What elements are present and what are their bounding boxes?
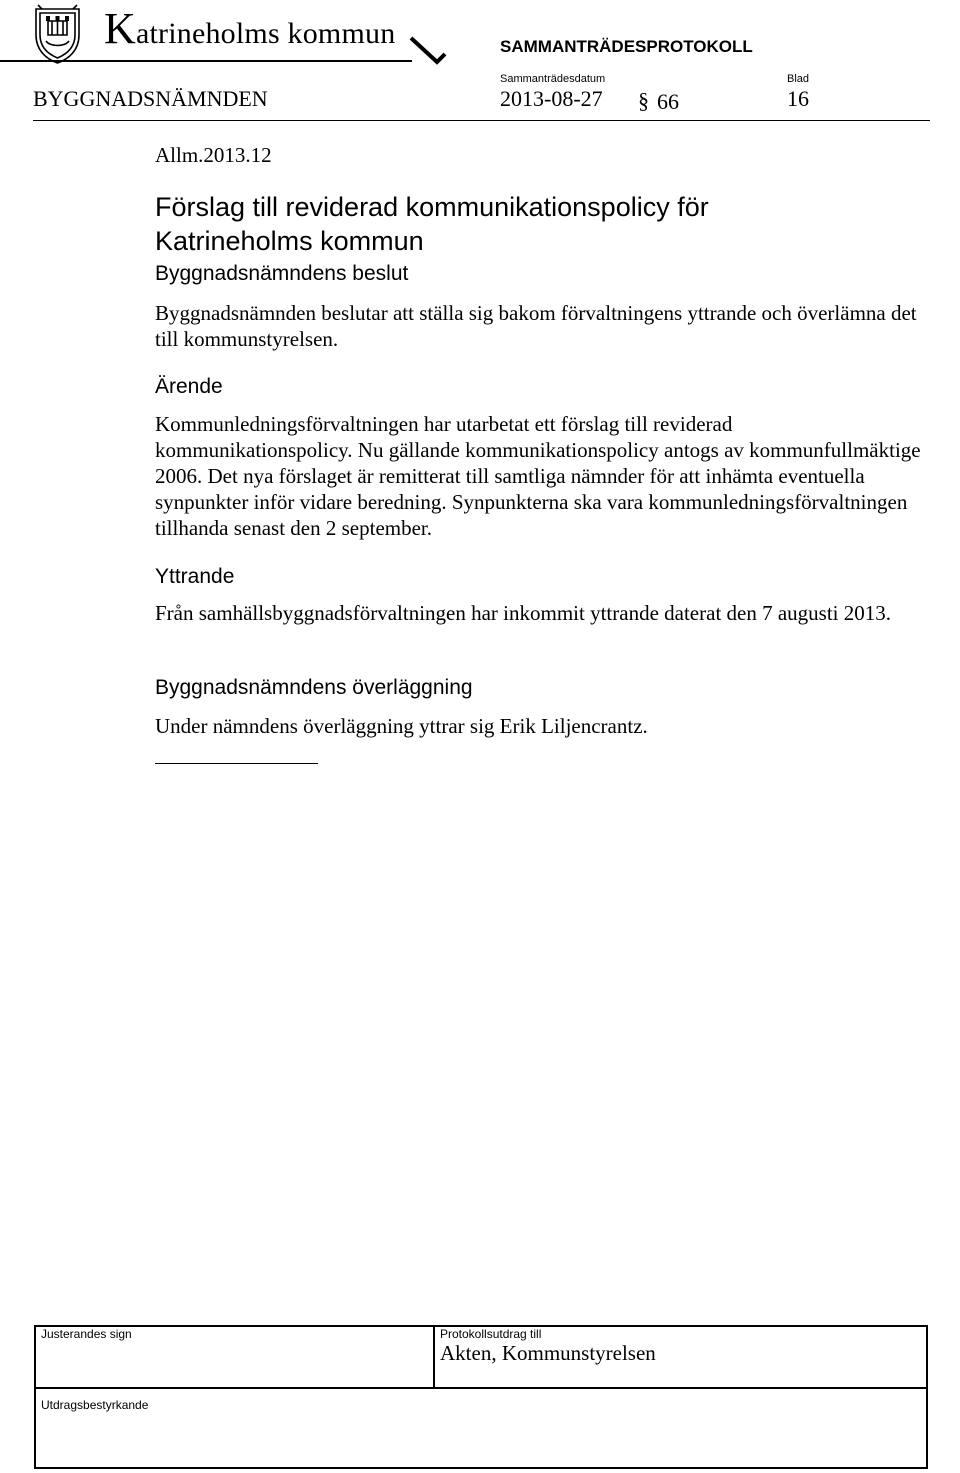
logo-name: atrineholms kommun	[135, 17, 396, 50]
logo-initial: K	[104, 4, 136, 53]
deliberation-heading: Byggnadsnämndens överläggning	[155, 676, 473, 699]
case-number: Allm.2013.12	[155, 143, 272, 167]
extract-certified-label: Utdragsbestyrkande	[41, 1398, 149, 1412]
document-type: SAMMANTRÄDESPROTOKOLL	[500, 37, 753, 56]
paragraph-number: 66	[657, 89, 679, 114]
extract-recipients-value: Akten, Kommunstyrelsen	[440, 1341, 656, 1365]
decision-text: Byggnadsnämnden beslutar att ställa sig bakom förvaltningens yttrande och överlämna det till kommunstyrelsen.	[155, 301, 917, 351]
matter-heading: Ärende	[155, 375, 223, 398]
section-symbol: §	[638, 88, 649, 113]
logo-underline	[0, 60, 412, 62]
decision-heading: Byggnadsnämndens beslut	[155, 262, 409, 285]
committee-name: BYGGNADSNÄMNDEN	[33, 86, 268, 111]
deliberation-text: Under nämndens överläggning yttrar sig Erik Liljencrantz.	[155, 714, 648, 738]
matter-text: Kommunledningsförvaltningen har utarbetat ett förslag till reviderad kommunikationspolicy. Nu gällande kommunikationspolicy antogs av kommunfullmäktige 2006. Det nya förslaget är remitterat till samtliga nämnder för att inhämta eventuella synpunkter inför vidare beredning. Synpunkterna ska vara kommunledningsförvaltningen tillhanda senast den 2 september.	[155, 412, 921, 540]
adjuster-sign-label: Justerandes sign	[41, 1327, 132, 1341]
logo-swoosh-icon	[407, 36, 447, 66]
signature-box-vertical-divider	[433, 1325, 435, 1388]
document-title: Förslag till reviderad kommunikationspolicy för Katrineholms kommun	[155, 192, 709, 256]
page-number: 16	[787, 86, 809, 111]
municipality-logo-text	[104, 4, 396, 53]
end-of-section-rule	[155, 763, 318, 764]
coat-of-arms-icon	[30, 3, 85, 65]
meeting-date: 2013-08-27	[500, 86, 603, 111]
statement-text: Från samhällsbyggnadsförvaltningen har inkommit yttrande daterat den 7 augusti 2013.	[155, 601, 892, 625]
meeting-date-label: Sammanträdesdatum	[500, 73, 606, 85]
statement-heading: Yttrande	[155, 565, 235, 588]
header-divider	[33, 120, 930, 121]
page-label: Blad	[787, 73, 810, 85]
signature-box-horizontal-divider	[34, 1387, 928, 1389]
extract-recipients-label: Protokollsutdrag till	[440, 1327, 542, 1341]
